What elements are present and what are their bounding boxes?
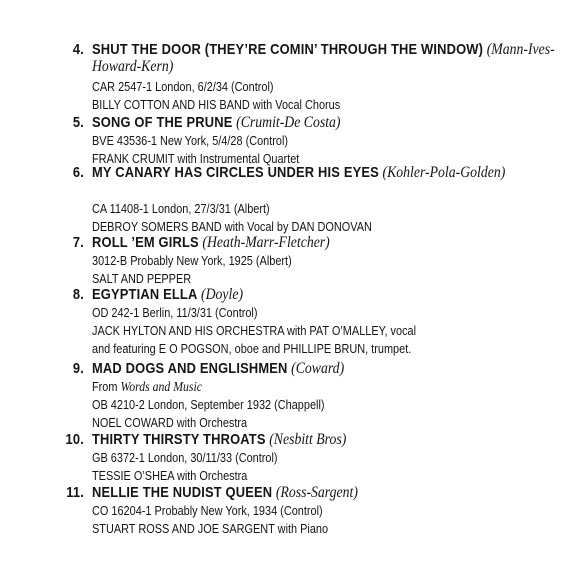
track-number: 9. (72, 360, 84, 377)
track-number: 7. (72, 234, 84, 251)
track-performer: STUART ROSS AND JOE SARGENT with Piano (92, 521, 329, 536)
track-matrix: BVE 43536-1 New York, 5/4/28 (Control) (92, 133, 289, 148)
track-matrix: CA 11408-1 London, 27/3/31 (Albert) (92, 201, 270, 216)
track-performer-continued: and featuring E O POGSON, oboe and PHILLIPE BRUN, trumpet. (92, 341, 412, 356)
track-composer: (Ross-Sargent) (275, 484, 358, 501)
track-performer: JACK HYLTON AND HIS ORCHESTRA with PAT O’MALLEY, vocal (92, 323, 417, 338)
track-title: MY CANARY HAS CIRCLES UNDER HIS EYES (92, 164, 379, 181)
track-matrix: OB 4210-2 London, September 1932 (Chappell) (92, 397, 325, 412)
track-performer: FRANK CRUMIT with Instrumental Quartet (92, 151, 300, 166)
track-heading (92, 286, 562, 303)
track-composer: (Crumit-De Costa) (236, 114, 341, 131)
track-heading (92, 431, 562, 448)
track-heading (92, 234, 562, 251)
track-number: 8. (72, 286, 84, 303)
track-source-title: Words and Music (120, 380, 202, 395)
track-title: MAD DOGS AND ENGLISHMEN (92, 360, 288, 377)
track-composer: (Heath-Marr-Fletcher) (202, 234, 330, 251)
track-matrix: OD 242-1 Berlin, 11/3/31 (Control) (92, 305, 258, 320)
track-performer: SALT AND PEPPER (92, 271, 192, 286)
track-title: NELLIE THE NUDIST QUEEN (92, 484, 273, 501)
track-matrix: CO 16204-1 Probably New York, 1934 (Control) (92, 503, 323, 518)
track-number: 5. (72, 114, 84, 131)
track-performer: DEBROY SOMERS BAND with Vocal by DAN DONOVAN (92, 219, 372, 234)
track-composer: (Kohler-Pola-Golden) (382, 164, 506, 181)
track-title: EGYPTIAN ELLA (92, 286, 198, 303)
track-title: SHUT THE DOOR (THEY’RE COMIN’ THROUGH THE WINDOW) (92, 41, 484, 58)
track-heading (92, 360, 562, 377)
track-composer: (Doyle) (201, 286, 244, 303)
track-number: 6. (72, 164, 84, 181)
track-source-prefix: From (92, 379, 121, 394)
track-heading (92, 41, 562, 75)
track-composer: (Coward) (291, 360, 345, 377)
track-title: SONG OF THE PRUNE (92, 114, 233, 131)
track-number: 4. (72, 41, 84, 58)
track-title: THIRTY THIRSTY THROATS (92, 431, 266, 448)
track-performer: BILLY COTTON AND HIS BAND with Vocal Chorus (92, 97, 341, 112)
track-title: ROLL ’EM GIRLS (92, 234, 199, 251)
track-performer: TESSIE O’SHEA with Orchestra (92, 468, 248, 483)
track-heading (92, 114, 562, 131)
track-matrix: 3012-B Probably New York, 1925 (Albert) (92, 253, 292, 268)
track-heading (92, 164, 562, 181)
track-composer: (Mann-Ives-Howard-Kern) (92, 41, 555, 75)
track-number: 11. (66, 484, 84, 501)
track-matrix: CAR 2547-1 London, 6/2/34 (Control) (92, 79, 274, 94)
track-composer: (Nesbitt Bros) (269, 431, 347, 448)
track-performer: NOEL COWARD with Orchestra (92, 415, 248, 430)
track-matrix: GB 6372-1 London, 30/11/33 (Control) (92, 450, 278, 465)
track-number: 10. (65, 431, 84, 448)
track-source (92, 379, 202, 396)
track-heading (92, 484, 562, 501)
